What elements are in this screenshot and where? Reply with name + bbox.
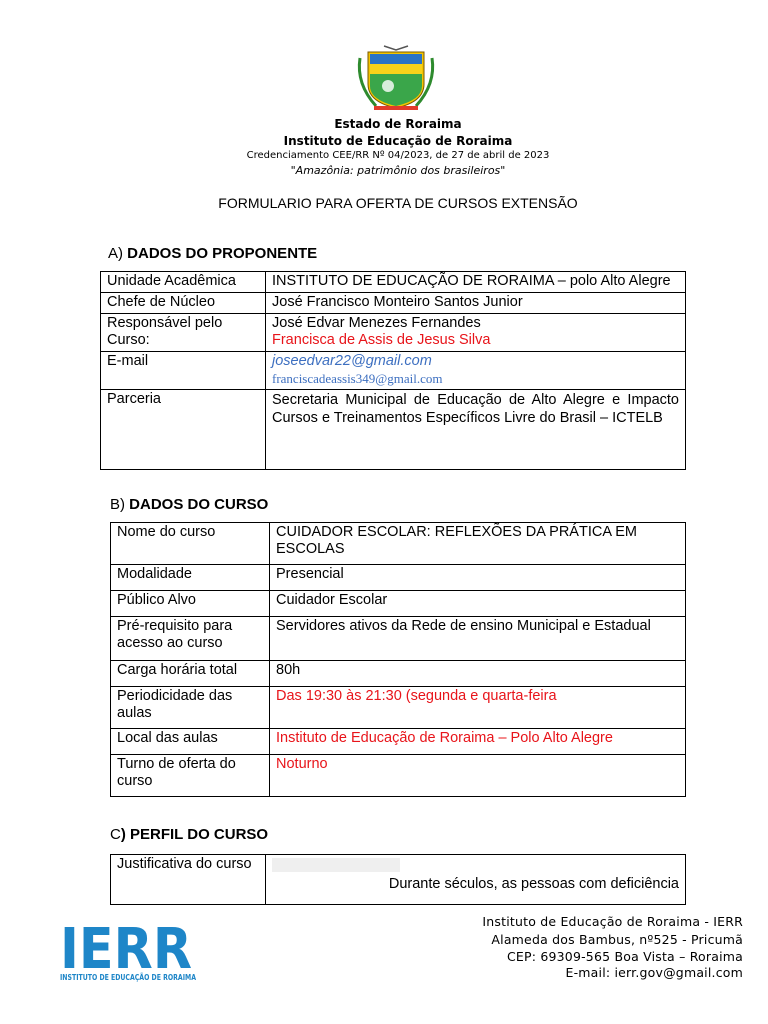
table-row [111,565,686,591]
footer-email[interactable]: E-mail: ierr.gov@gmail.com [565,965,743,980]
footer-line-2: Alameda dos Bambus, nº525 - Pricumã [491,932,743,947]
table-cell-label: Modalidade [111,565,270,591]
footer-line-1: Instituto de Educação de Roraima - IERR [482,914,743,929]
table-row [111,755,686,797]
table-cell-label: Responsável pelo Curso: [101,314,266,352]
footer-line-3: CEP: 69309-565 Boa Vista – Roraima [506,949,743,964]
ierr-logo [60,918,200,982]
logo-text: IERR [60,918,192,982]
table-cell-value: Noturno [270,755,686,797]
course-table [110,522,686,797]
form-title: FORMULARIO PARA OFERTA DE CURSOS EXTENSÃO [218,195,578,211]
table-cell-label: Pré-requisito para acesso ao curso [111,617,270,661]
table-row [101,272,686,293]
header-motto: "Amazônia: patrimônio dos brasileiros" [290,164,506,177]
section-b-prefix: B) [110,496,130,513]
header-institute: Instituto de Educação de Roraima [283,134,513,148]
email-link-2[interactable]: franciscadeassis349@gmail.com [272,371,443,386]
table-row [111,661,686,687]
table-cell-value: José Francisco Monteiro Santos Junior [266,293,686,314]
table-cell-label: Parceria [101,390,266,470]
table-cell-label: Turno de oferta do curso [111,755,270,797]
table-cell-value: CUIDADOR ESCOLAR: REFLEXÕES DA PRÁTICA EM ESCOLAS [270,523,686,565]
responsavel-name-1: José Edvar Menezes Fernandes [272,315,481,331]
section-a-prefix: A) [108,245,128,262]
section-c-prefix: C [110,826,121,843]
section-a-title [108,245,317,262]
table-row [101,390,686,470]
table-cell-label: E-mail [101,352,266,390]
table-row [111,729,686,755]
table-cell-value: Instituto de Educação de Roraima – Polo Alto Alegre [270,729,686,755]
table-cell-label: Chefe de Núcleo [101,293,266,314]
table-cell-label: Público Alvo [111,591,270,617]
table-row [101,314,686,352]
table-cell-value [266,314,686,352]
table-row [111,855,686,905]
table-row [111,591,686,617]
table-row [101,293,686,314]
table-cell-value: INSTITUTO DE EDUCAÇÃO DE RORAIMA – polo Alto Alegre [266,272,686,293]
table-cell-label: Unidade Acadêmica [101,272,266,293]
section-c-heading: ) PERFIL DO CURSO [120,826,269,843]
redacted-line [272,858,400,872]
table-cell-value [266,352,686,390]
table-row [111,617,686,661]
table-cell-value: Das 19:30 às 21:30 (segunda e quarta-feira [270,687,686,729]
coat-of-arms-icon [354,44,438,112]
section-c-title [110,826,268,843]
table-cell-label: Nome do curso [111,523,270,565]
logo-subtext: INSTITUTO DE EDUCAÇÃO DE RORAIMA [60,973,197,982]
table-row [111,687,686,729]
section-b-heading: DADOS DO CURSO [129,496,269,513]
section-b-title [110,496,268,513]
header-credential: Credenciamento CEE/RR Nº 04/2023, de 27 de abril de 2023 [246,150,550,161]
table-cell-label: Carga horária total [111,661,270,687]
profile-table [110,854,686,905]
proponent-table [100,271,686,470]
table-cell-value: Presencial [270,565,686,591]
table-row [101,352,686,390]
table-cell-label: Periodicidade das aulas [111,687,270,729]
justificativa-text: Durante séculos, as pessoas com deficiência [388,876,679,892]
table-cell-label: Justificativa do curso [111,855,266,905]
section-a-heading: DADOS DO PROPONENTE [127,245,318,262]
table-cell-value: Servidores ativos da Rede de ensino Municipal e Estadual [270,617,686,661]
email-link-1[interactable]: joseedvar22@gmail.com [272,353,432,369]
table-cell-value: Cuidador Escolar [270,591,686,617]
table-cell-label: Local das aulas [111,729,270,755]
header-state: Estado de Roraima [334,117,462,131]
responsavel-name-2: Francisca de Assis de Jesus Silva [272,332,491,348]
table-cell-value: 80h [270,661,686,687]
table-row [111,523,686,565]
table-cell-value [266,855,686,905]
table-cell-value: Secretaria Municipal de Educação de Alto Alegre e Impacto Cursos e Treinamentos Específicos Livre do Brasil – ICTELB [266,390,686,470]
